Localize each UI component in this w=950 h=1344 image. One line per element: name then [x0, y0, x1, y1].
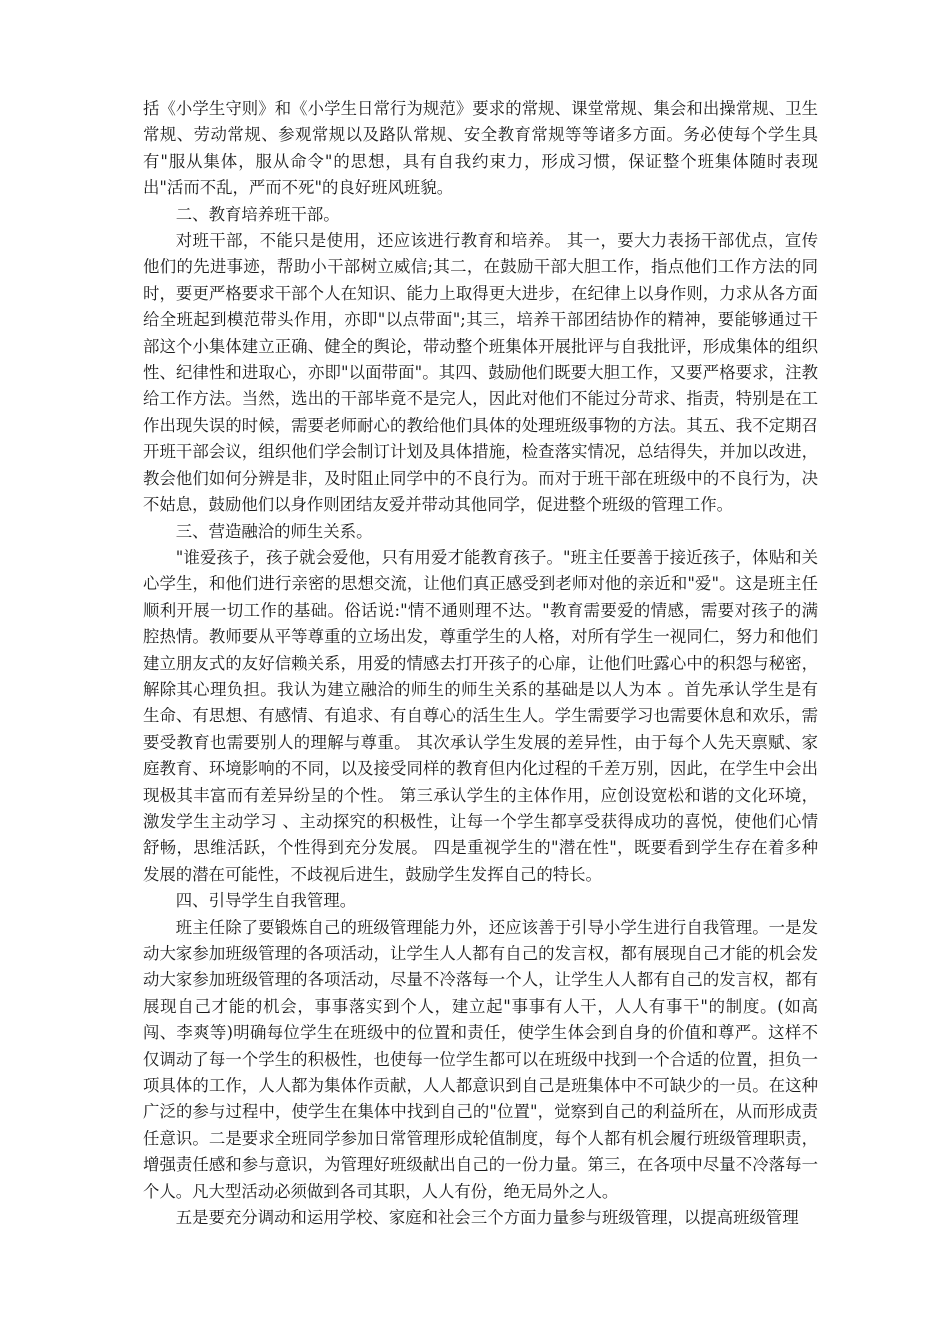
paragraph-section-2: 对班干部，不能只是使用，还应该进行教育和培养。 其一，要大力表扬干部优点，宣传他们的先进事迹，帮助小干部树立威信;其二，在鼓励干部大胆工作，指点他们工作方法的同时，要更严格要求干部个人在知识、能力上取得更大进步，在纪律上以身作则，力求从各方面给全班起到模范带头作用，亦即"以点带面";其三，培养干部团结协作的精神，要能够通过干部这个小集体建立正确、健全的舆论，带动整个班集体开展批评与自我批评，形成集体的组织性、纪律性和进取心，亦即"以面带面"。其四、鼓励他们既要大胆工作，又要严格要求，注教给工作方法。当然，选出的干部毕竟不是完人，因此对他们不能过分苛求、指责，特别是在工作出现失误的时候，需要老师耐心的教给他们具体的处理班级事物的方法。其五、我不定期召开班干部会议，组织他们学会制订计划及具体措施，检查落实情况，总结得失，并加以改进，教会他们如何分辨是非，及时阻止同学中的不良行为。而对于班干部在班级中的不良行为，决不姑息，鼓励他们以身作则团结友爱并带动其他同学，促进整个班级的管理工作。: [143, 231, 818, 515]
paragraph-section-5: 五是要充分调动和运用学校、家庭和社会三个方面力量参与班级管理，以提高班级管理: [175, 1208, 799, 1228]
section-heading-4: 四、引导学生自我管理。: [175, 891, 357, 911]
section-heading-3: 三、营造融洽的师生关系。: [175, 521, 373, 541]
paragraph-section-4: 班主任除了要锻炼自己的班级管理能力外，还应该善于引导小学生进行自我管理。一是发动大家参加班级管理的各项活动，让学生人人都有自己的发言权，都有展现自己才能的机会发动大家参加班级管理的各项活动，尽量不冷落每一个人，让学生人人都有自己的发言权，都有展现自己才能的机会，事事落实到个人，建立起"事事有人干，人人有事干"的制度。(如高闯、李爽等)明确每位学生在班级中的位置和责任，使学生体会到自身的价值和尊严。这样不仅调动了每一个学生的积极性，也使每一位学生都可以在班级中找到一个合适的位置，担负一项具体的工作，人人都为集体作贡献，人人都意识到自己是班集体中不可缺少的一员。在这种广泛的参与过程中，使学生在集体中找到自己的"位置"，觉察到自己的利益所在，从而形成责任意识。二是要求全班同学参加日常管理形成轮值制度，每个人都有机会履行班级管理职责，增强责任感和参与意识，为管理好班级献出自己的一份力量。第三，在各项中尽量不冷落每一个人。凡大型活动必须做到各司其职，人人有份，绝无局外之人。: [143, 917, 818, 1201]
section-heading-2: 二、教育培养班干部。: [175, 204, 340, 224]
paragraph-section-3: "谁爱孩子，孩子就会爱他，只有用爱才能教育孩子。"班主任要善于接近孩子，体贴和关心学生，和他们进行亲密的思想交流，让他们真正感受到老师对他的亲近和"爱"。这是班主任顺利开展一切工作的基础。俗话说:"情不通则理不达。"教育需要爱的情感，需要对孩子的满腔热情。教师要从平等尊重的立场出发，尊重学生的人格，对所有学生一视同仁，努力和他们建立朋友式的友好信赖关系，用爱的情感去打开孩子的心扉，让他们吐露心中的积怨与秘密，解除其心理负担。我认为建立融洽的师生的师生关系的基础是以人为本 。首先承认学生是有生命、有思想、有感情、有追求、有自尊心的活生生人。学生需要学习也需要休息和欢乐，需要受教育也需要别人的理解与尊重。 其次承认学生发展的差异性，由于每个人先天禀赋、家庭教育、环境影响的不同，以及接受同样的教育但内化过程的千差万别，因此，在学生中会出现极其丰富而有差异纷呈的个性。 第三承认学生的主体作用，应创设宽松和谐的文化环境，激发学生主动学习 、主动探究的积极性，让每一个学生都享受获得成功的喜悦，使他们心情舒畅，思维活跃，个性得到充分发展。 四是重视学生的"潜在性"，既要看到学生存在着多种发展的潜在可能性，不歧视后进生，鼓励学生发挥自己的特长。: [143, 547, 818, 884]
paragraph-intro: 括《小学生守则》和《小学生日常行为规范》要求的常规、课堂常规、集会和出操常规、卫生常规、劳动常规、参观常规以及路队常规、安全教育常规等等诸多方面。务必使每个学生具有"服从集体，服从命令"的思想，具有自我约束力，形成习惯，保证整个班集体随时表现出"活而不乱，严而不死"的良好班风班貌。: [143, 99, 818, 198]
document-page: [143, 96, 818, 1231]
